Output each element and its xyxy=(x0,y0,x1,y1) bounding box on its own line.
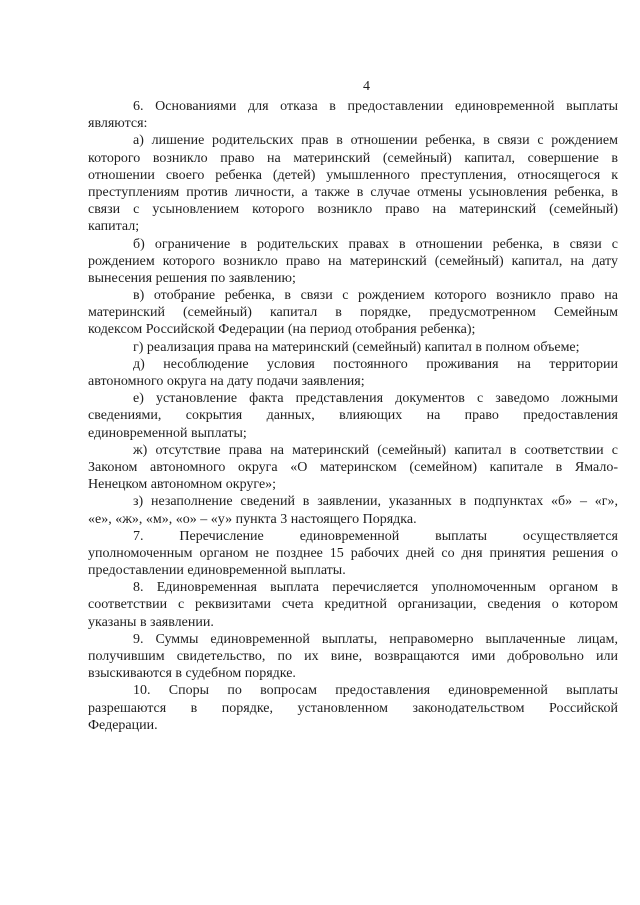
text-line: сведениями, сокрытия данных, влияющих на право предоставления xyxy=(88,408,618,424)
text-line: «е», «ж», «м», «о» – «у» пункта 3 настоящего Порядка. xyxy=(88,511,417,527)
document-body xyxy=(88,98,618,734)
text-line: 8. Единовременная выплата перечисляется уполномоченным органом в xyxy=(133,580,618,596)
text-line: б) ограничение в родительских правах в отношении ребенка, в связи с xyxy=(133,236,618,252)
text-line: 6. Основаниями для отказа в предоставлении единовременной выплаты xyxy=(133,99,618,114)
text-line: ж) отсутствие права на материнский (семейный) капитал в соответствии с xyxy=(133,442,618,458)
text-line: автономного округа на дату подачи заявления; xyxy=(88,374,365,389)
text-line: соответствии с реквизитами счета кредитной организации, сведения о котором xyxy=(88,597,618,613)
text-line: получившим свидетельство, по их вине, возвращаются ими добровольно или xyxy=(88,649,618,664)
text-line: г) реализация права на материнский (семейный) капитал в полном объеме; xyxy=(133,339,580,355)
paragraph xyxy=(88,356,618,390)
paragraph xyxy=(88,682,618,734)
text-line: а) лишение родительских прав в отношении ребенка, в связи с рождением xyxy=(133,133,618,149)
text-line: Федерации. xyxy=(88,717,158,733)
text-line: единовременной выплаты; xyxy=(88,425,247,441)
paragraph xyxy=(88,631,618,683)
text-line: вынесения решения по заявлению; xyxy=(88,270,296,286)
text-line: в) отобрание ребенка, в связи с рождением которого возникло право на xyxy=(133,288,618,304)
text-line: е) установление факта представления документов с заведомо ложными xyxy=(133,391,618,407)
page-number: 4 xyxy=(363,79,370,94)
text-line: предоставлении единовременной выплаты. xyxy=(88,563,346,579)
text-line: Законом автономного округа «О материнском (семейном) капитале в Ямало- xyxy=(88,459,618,475)
text-line: 9. Суммы единовременной выплаты, неправомерно выплаченные лицам, xyxy=(133,631,618,647)
text-line: Ненецком автономном округе»; xyxy=(88,477,277,493)
paragraph xyxy=(88,132,618,235)
paragraph xyxy=(88,236,618,288)
text-line: капитал; xyxy=(88,219,140,235)
paragraph xyxy=(88,390,618,442)
text-line: уполномоченным органом не позднее 15 рабочих дней со дня принятия решения о xyxy=(88,545,618,561)
paragraph xyxy=(88,98,618,132)
paragraph xyxy=(88,442,618,494)
text-line: 7. Перечисление единовременной выплаты осуществляется xyxy=(133,528,618,544)
text-line: связи с усыновлением которого возникло право на материнский (семейный) xyxy=(88,202,618,218)
text-line: рождением которого возникло право на материнский (семейный) капитал, на дату xyxy=(88,253,618,269)
text-line: преступлениям против личности, а также в случае отмены усыновления ребенка, в xyxy=(88,184,618,200)
paragraph xyxy=(88,287,618,339)
paragraph xyxy=(88,528,618,580)
paragraph xyxy=(88,579,618,631)
text-line: з) незаполнение сведений в заявлении, указанных в подпунктах «б» – «г», xyxy=(133,494,618,510)
text-line: материнский (семейный) капитал в порядке, предусмотренном Семейным xyxy=(88,305,618,321)
text-line: кодексом Российской Федерации (на период отобрания ребенка); xyxy=(88,322,476,338)
text-line: взыскиваются в судебном порядке. xyxy=(88,666,296,682)
text-line: которого возникло право на материнский (семейный) капитал, совершение в xyxy=(88,150,618,166)
text-line: разрешаются в порядке, установленном законодательством Российской xyxy=(88,700,618,716)
text-line: д) несоблюдение условия постоянного проживания на территории xyxy=(133,356,618,372)
text-line: отношении своего ребенка (детей) умышленного преступления, относящегося к xyxy=(88,167,618,183)
text-line: 10. Споры по вопросам предоставления единовременной выплаты xyxy=(133,683,618,699)
text-line: указаны в заявлении. xyxy=(88,614,214,630)
paragraph xyxy=(88,339,618,356)
text-line: являются: xyxy=(88,116,148,132)
paragraph xyxy=(88,493,618,527)
